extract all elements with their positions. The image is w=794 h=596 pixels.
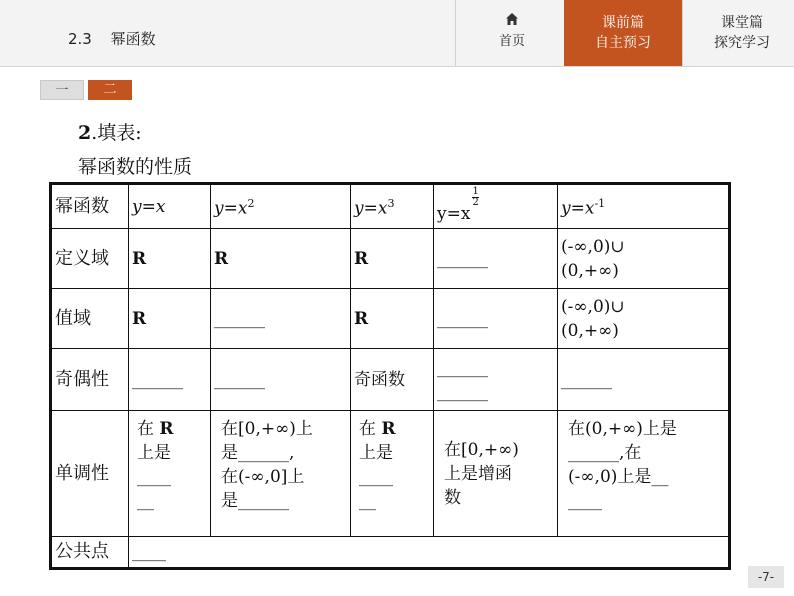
table-row-range <box>51 289 730 349</box>
monotonic-f5[interactable]: 在(0,+∞)上是 ______,在 (-∞,0)上是__ ____ <box>558 411 730 537</box>
parity-f5-blank[interactable]: ______ <box>558 349 730 411</box>
table-row-parity <box>51 349 730 411</box>
parity-f1-blank[interactable]: ______ <box>129 349 211 411</box>
top-bar <box>0 0 794 67</box>
home-label: 首页 <box>498 34 525 49</box>
domain-f4-blank[interactable]: ______ <box>434 229 558 289</box>
page-tab-1[interactable]: 一 <box>40 80 84 100</box>
row-label-parity: 奇偶性 <box>51 349 129 411</box>
tab-preview-line1: 课前篇 <box>602 15 644 31</box>
row-label-domain: 定义域 <box>51 229 129 289</box>
range-f2-blank[interactable]: ______ <box>211 289 351 349</box>
domain-f1: R <box>129 229 211 289</box>
header-f1: y=x <box>129 184 211 229</box>
tab-classroom-line2: 探究学习 <box>714 35 770 51</box>
monotonic-f2[interactable]: 在[0,+∞)上 是______, 在(-∞,0]上 是______ <box>211 411 351 537</box>
domain-f3: R <box>351 229 434 289</box>
home-button[interactable] <box>462 0 562 66</box>
domain-f5: (-∞,0)∪ (0,+∞) <box>558 229 730 289</box>
row-label-common-point: 公共点 <box>51 537 129 569</box>
header-f4: y=x $\frac{1}{2}$ <box>434 184 558 229</box>
table-row-domain <box>51 229 730 289</box>
range-f4-blank[interactable]: ______ <box>434 289 558 349</box>
table-row-common-point <box>51 537 730 569</box>
header-f5: $y=x^{-1}$ <box>558 184 730 229</box>
domain-f2: R <box>211 229 351 289</box>
monotonic-f3[interactable]: 在 R 上是 ____ __ <box>351 411 434 537</box>
page-number: -7- <box>748 566 784 588</box>
tab-classroom-line1: 课堂篇 <box>721 15 763 31</box>
parity-f3: 奇函数 <box>351 349 434 411</box>
tab-classroom[interactable] <box>683 0 794 66</box>
table-caption: 幂函数的性质 <box>78 156 193 178</box>
section-number: 2.3 <box>68 30 92 48</box>
parity-f4-blank[interactable]: ______ ______ <box>434 349 558 411</box>
table-row-monotonic <box>51 411 730 537</box>
range-f3: R <box>351 289 434 349</box>
row-label-function: 幂函数 <box>51 184 129 229</box>
parity-f2-blank[interactable]: ______ <box>211 349 351 411</box>
question-label: .填表: <box>91 122 142 144</box>
section-title <box>68 28 156 49</box>
range-f5: (-∞,0)∪ (0,+∞) <box>558 289 730 349</box>
row-label-monotonic: 单调性 <box>51 411 129 537</box>
common-point-blank[interactable]: ____ <box>129 537 730 569</box>
table-row-header <box>51 184 730 229</box>
monotonic-f1[interactable]: 在 R 上是 ____ __ <box>129 411 211 537</box>
header-f2: $y=x^2$ <box>211 184 351 229</box>
range-f1: R <box>129 289 211 349</box>
nav-divider <box>455 0 456 66</box>
question-number: 2 <box>78 122 92 144</box>
monotonic-f4: 在[0,+∞) 上是增函 数 <box>434 411 558 537</box>
tab-preview[interactable] <box>564 0 682 66</box>
question-heading <box>78 118 142 145</box>
header-f3: $y=x^3$ <box>351 184 434 229</box>
power-function-table <box>49 182 731 570</box>
home-icon <box>505 12 519 26</box>
row-label-range: 值域 <box>51 289 129 349</box>
section-name: 幂函数 <box>110 30 156 48</box>
page-tab-2[interactable]: 二 <box>88 80 132 100</box>
tab-preview-line2: 自主预习 <box>595 35 651 51</box>
